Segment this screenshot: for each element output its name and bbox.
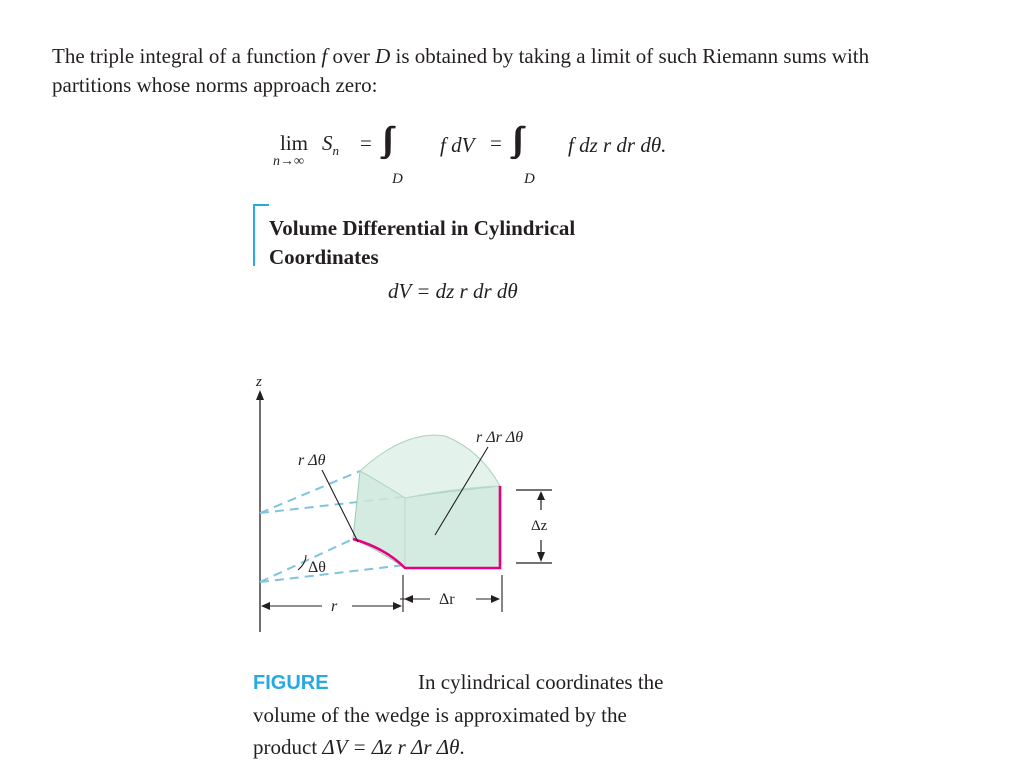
box-accent-top <box>253 204 269 206</box>
para-text-2: over <box>327 44 376 68</box>
dz-arrow-up <box>537 491 545 500</box>
z-axis-label: z <box>256 374 262 390</box>
eq-S-sub: n <box>332 143 339 159</box>
dr-arrow-right <box>491 595 500 603</box>
eq-lim-subscript: n→∞ <box>273 154 304 169</box>
dz-arrow-down <box>537 552 545 562</box>
eq-integral-1: ∫∫∫ <box>382 121 386 158</box>
eq-integrand-1: f dV <box>440 133 475 157</box>
eq-lim: lim <box>280 131 309 155</box>
caption-text: In cylindrical coordinates the volume of the wedge is approximated by the product <box>253 670 664 759</box>
para-text-3: is obtained by taking a limit of such Riemann sums with partitions whose norms approach zero: <box>52 44 870 97</box>
eq-region-2: D <box>524 171 535 187</box>
eq-integral-2: ∫∫∫ <box>512 121 516 158</box>
r-arrow-right <box>393 602 402 610</box>
caption-formula: ΔV = Δz r Δr Δθ <box>322 735 460 759</box>
z-axis-arrowhead <box>256 390 264 400</box>
r-dimension <box>264 575 502 612</box>
eq-equals-2: = <box>490 131 502 155</box>
eq-region-1: D <box>392 171 403 187</box>
figure-label: FIGURE <box>253 672 329 694</box>
box-accent-bar <box>253 204 255 266</box>
eq-riemann-sum <box>322 131 339 159</box>
volume-differential-formula: dV = dz r dr dθ <box>388 279 518 303</box>
para-D: D <box>375 44 391 68</box>
dz-label: Δz <box>531 518 548 534</box>
r-dr-dtheta-label: r Δr Δθ <box>476 429 524 446</box>
figure-caption <box>253 666 693 763</box>
cylindrical-wedge-figure <box>240 370 580 640</box>
dr-arrow-left <box>404 595 413 603</box>
caption-end: . <box>459 735 465 759</box>
box-title: Volume Differential in Cylindrical Coordinates <box>269 216 576 269</box>
para-text-1: The triple integral of a function <box>52 44 322 68</box>
triple-integral-equation <box>272 121 732 197</box>
r-arrow-left <box>261 602 270 610</box>
dtheta-label: Δθ <box>308 559 326 576</box>
eq-integrand-2: f dz r dr dθ. <box>568 133 667 157</box>
r-label: r <box>331 598 338 615</box>
para-f: f <box>321 44 328 68</box>
r-dtheta-label: r Δθ <box>298 452 326 469</box>
intro-paragraph <box>52 42 952 100</box>
eq-S: S <box>322 131 333 155</box>
dr-label: Δr <box>439 591 455 608</box>
eq-equals-1: = <box>360 131 372 155</box>
